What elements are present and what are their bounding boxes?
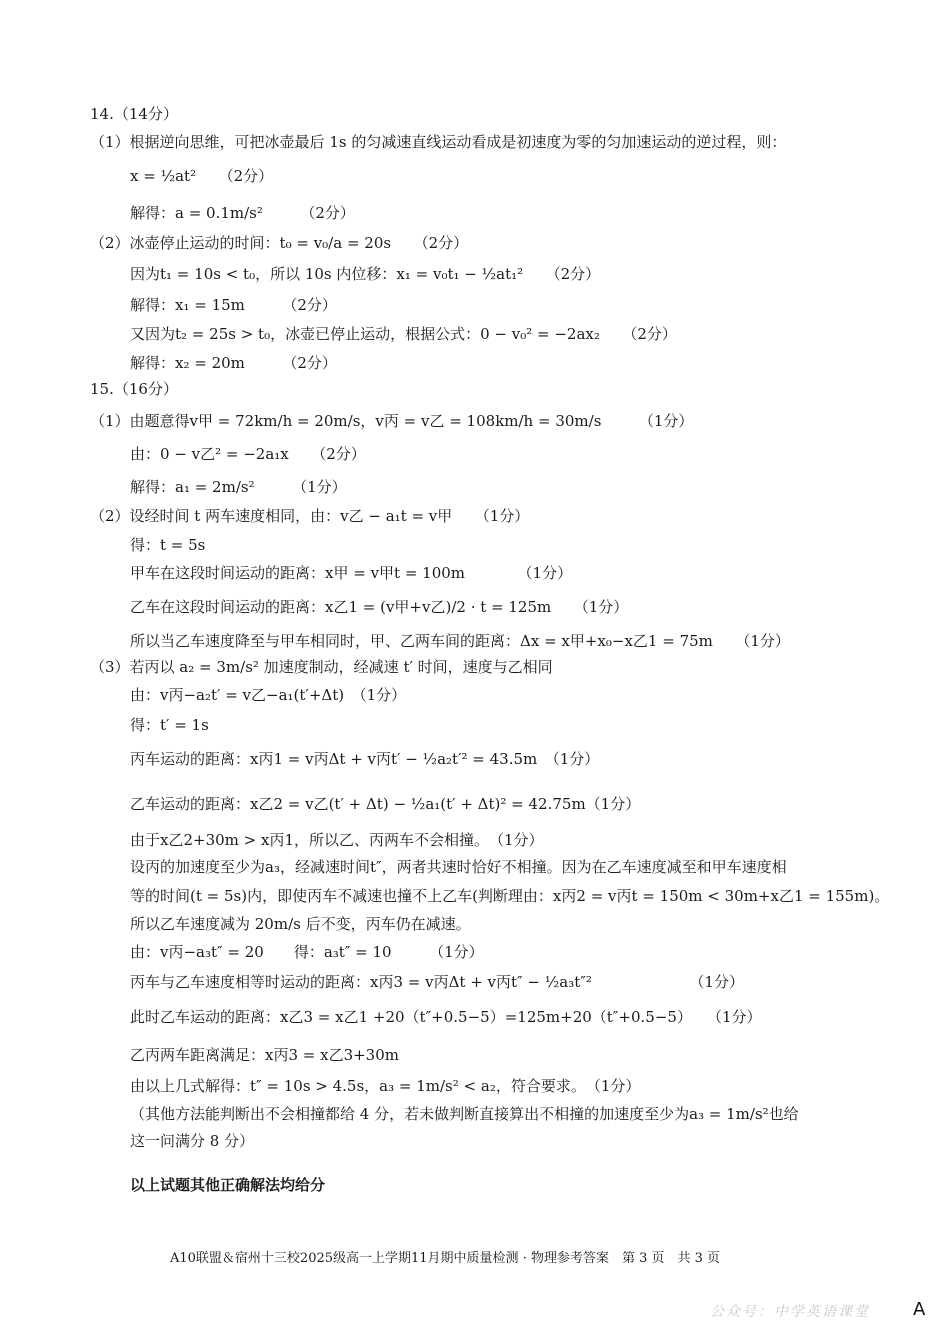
q15-p2-time: 得：t = 5s xyxy=(130,536,206,554)
q15-p3-equation: 由：v丙−a₂t′ = v乙−a₁(t′+Δt) （1分） xyxy=(130,686,407,704)
q14-header: 14.（14分） xyxy=(90,105,178,123)
watermark: 公众号：中学英语课堂 xyxy=(710,1304,870,1320)
q14-p2-stop-time: （2）冰壶停止运动的时间：t₀ = v₀/a = 20s （2分） xyxy=(90,234,469,252)
q15-p2-gap: 所以当乙车速度降至与甲车相同时，甲、乙两车间的距离：Δx = x甲+x₀−x乙1 = 75m （1分） xyxy=(130,632,790,650)
corner-mark: A xyxy=(913,1299,926,1320)
q15-p1-solution: 解得：a₁ = 2m/s² （1分） xyxy=(130,478,347,496)
q15-p1-equation: 由：0 − v乙² = −2a₁x （2分） xyxy=(130,445,366,463)
q14-p2-displacement: 因为t₁ = 10s < t₀，所以 10s 内位移：x₁ = v₀t₁ − ½at₁² （2分） xyxy=(130,265,601,283)
q15-p3-result: 由以上几式解得：t″ = 10s > 4.5s，a₃ = 1m/s² < a₂，符合要求。 （1分） xyxy=(130,1077,641,1095)
q15-p3-bing-distance-2: 丙车与乙车速度相等时运动的距离：x丙3 = v丙Δt + v丙t″ − ½a₃t″² （1分） xyxy=(130,973,744,991)
q15-p3-assume-line-2: 等的时间(t = 5s)内，即使丙车不减速也撞不上乙车(判断理由：x丙2 = v丙t = 150m < 30m+x乙1 = 155m)。 xyxy=(130,887,890,905)
q14-p1-equation: x = ½at² （2分） xyxy=(130,167,274,185)
q15-p3-equation-2: 由：v丙−a₃t″ = 20 得：a₃t″ = 10 （1分） xyxy=(130,943,484,961)
closing-note: 以上试题其他正确解法均给分 xyxy=(130,1176,326,1194)
q14-p1-intro: （1）根据逆向思维，可把冰壶最后 1s 的匀减速直线运动看成是初速度为零的匀加速运动的逆过程，则： xyxy=(90,133,787,151)
q14-p2-solution-2: 解得：x₂ = 20m （2分） xyxy=(130,354,337,372)
q15-p1-given: （1）由题意得v甲 = 72km/h = 20m/s，v丙 = v乙 = 108km/h = 30m/s （1分） xyxy=(90,412,694,430)
q15-p3-yi-distance: 乙车运动的距离：x乙2 = v乙(t′ + Δt) − ½a₁(t′ + Δt)² = 42.75m（1分） xyxy=(130,795,641,813)
q15-p3-yi-distance-2: 此时乙车运动的距离：x乙3 = x乙1 +20（t″+0.5−5）=125m+20（t″+0.5−5） （1分） xyxy=(130,1008,762,1026)
q15-p3-time: 得：t′ = 1s xyxy=(130,716,209,734)
q15-p2-yi-distance: 乙车在这段时间运动的距离：x乙1 = (v甲+v乙)/2 · t = 125m （1分） xyxy=(130,598,629,616)
q14-p2-solution-1: 解得：x₁ = 15m （2分） xyxy=(130,296,337,314)
q15-p3-condition: 乙丙两车距离满足：x丙3 = x乙3+30m xyxy=(130,1046,399,1064)
q15-p3-setup: （3）若丙以 a₂ = 3m/s² 加速度制动，经减速 t′ 时间，速度与乙相同 xyxy=(90,658,553,676)
q15-header: 15.（16分） xyxy=(90,380,178,398)
page-footer: A10联盟＆宿州十三校2025级高一上学期11月期中质量检测 · 物理参考答案 第 3 页 共 3 页 xyxy=(170,1251,721,1266)
q15-note-line-2: 这一问满分 8 分） xyxy=(130,1132,255,1150)
q15-p3-assume-line-1: 设丙的加速度至少为a₃，经减速时间t″，两者共速时恰好不相撞。因为在乙车速度减至和甲车速度相 xyxy=(130,858,787,876)
q14-p1-solution: 解得：a = 0.1m/s² （2分） xyxy=(130,204,355,222)
q15-p2-setup: （2）设经时间 t 两车速度相同，由：v乙 − a₁t = v甲 （1分） xyxy=(90,507,530,525)
q15-p3-assume-line-3: 所以乙车速度减为 20m/s 后不变，丙车仍在减速。 xyxy=(130,915,471,933)
q15-p3-bing-distance: 丙车运动的距离：x丙1 = v丙Δt + v丙t′ − ½a₂t′² = 43.5m （1分） xyxy=(130,750,600,768)
q14-p2-formula: 又因为t₂ = 25s > t₀，冰壶已停止运动，根据公式：0 − v₀² = −2ax₂ （2分） xyxy=(130,325,677,343)
q15-p2-jia-distance: 甲车在这段时间运动的距离：x甲 = v甲t = 100m （1分） xyxy=(130,564,573,582)
q15-p3-compare: 由于x乙2+30m > x丙1，所以乙、丙两车不会相撞。 （1分） xyxy=(130,831,544,849)
q15-note-line-1: （其他方法能判断出不会相撞都给 4 分，若未做判断直接算出不相撞的加速度至少为a₃ = 1m/s²也给 xyxy=(130,1105,799,1123)
